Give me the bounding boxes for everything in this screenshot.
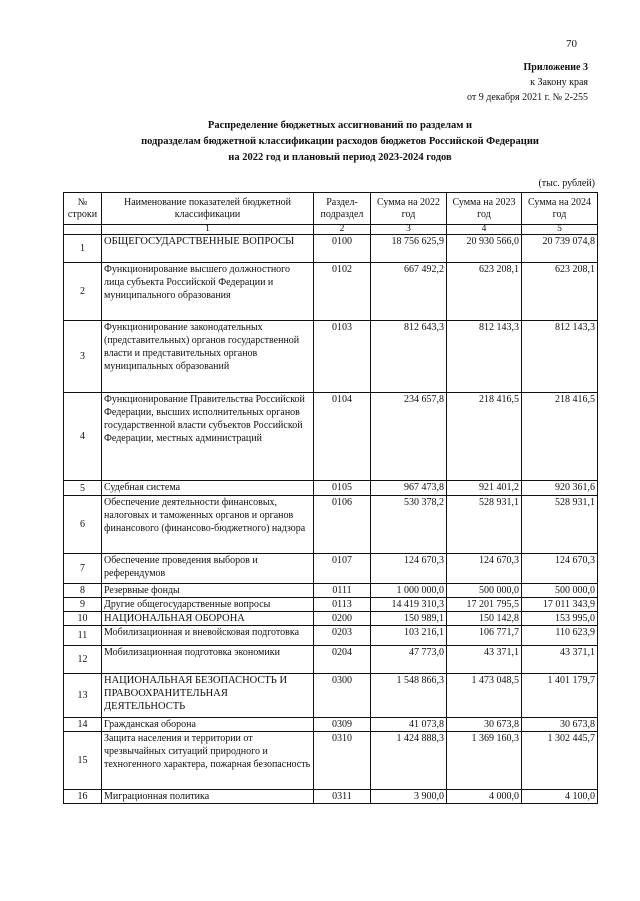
row-name: НАЦИОНАЛЬНАЯ ОБОРОНА (102, 612, 314, 626)
table-row (64, 598, 598, 612)
row-section-code: 0105 (314, 481, 371, 496)
header-2024: Сумма на 2024 год (522, 193, 598, 225)
row-section-code: 0200 (314, 612, 371, 626)
row-section-code: 0113 (314, 598, 371, 612)
table-row (64, 235, 598, 263)
row-amount-2022: 18 756 625,9 (371, 235, 447, 263)
row-name: Обеспечение деятельности финансовых, налоговых и таможенных органов и органов финансового (финансово-бюджетного) надзора (102, 496, 314, 554)
row-section-code: 0106 (314, 496, 371, 554)
row-name: Обеспечение проведения выборов и референдумов (102, 554, 314, 584)
column-number: 1 (102, 225, 314, 235)
table-row (64, 674, 598, 718)
row-name: Мобилизационная подготовка экономики (102, 646, 314, 674)
row-amount-2023: 150 142,8 (447, 612, 522, 626)
row-amount-2023: 20 930 566,0 (447, 235, 522, 263)
row-section-code: 0309 (314, 718, 371, 732)
row-number: 6 (64, 496, 102, 554)
table-row (64, 646, 598, 674)
header-2022: Сумма на 2022 год (371, 193, 447, 225)
row-amount-2022: 234 657,8 (371, 393, 447, 481)
row-amount-2022: 1 424 888,3 (371, 732, 447, 790)
row-amount-2023: 1 369 160,3 (447, 732, 522, 790)
row-number: 15 (64, 732, 102, 790)
row-number: 16 (64, 790, 102, 804)
row-amount-2024: 528 931,1 (522, 496, 598, 554)
row-section-code: 0203 (314, 626, 371, 646)
row-amount-2023: 124 670,3 (447, 554, 522, 584)
table-row (64, 321, 598, 393)
row-amount-2024: 153 995,0 (522, 612, 598, 626)
row-amount-2022: 967 473,8 (371, 481, 447, 496)
row-amount-2024: 124 670,3 (522, 554, 598, 584)
row-amount-2024: 43 371,1 (522, 646, 598, 674)
title-line: Распределение бюджетных ассигнований по разделам и (207, 120, 473, 131)
table-row (64, 732, 598, 790)
row-amount-2023: 4 000,0 (447, 790, 522, 804)
row-number: 8 (64, 584, 102, 598)
row-amount-2024: 110 623,9 (522, 626, 598, 646)
row-amount-2024: 1 302 445,7 (522, 732, 598, 790)
row-number: 9 (64, 598, 102, 612)
row-amount-2022: 124 670,3 (371, 554, 447, 584)
column-number: 3 (371, 225, 447, 235)
table-row (64, 584, 598, 598)
row-amount-2023: 500 000,0 (447, 584, 522, 598)
table-body (64, 235, 598, 804)
row-name: Функционирование высшего должностного лица субъекта Российской Федерации и муниципального образования (102, 263, 314, 321)
column-number: 5 (522, 225, 598, 235)
row-section-code: 0103 (314, 321, 371, 393)
row-name: Судебная система (102, 481, 314, 496)
row-amount-2024: 4 100,0 (522, 790, 598, 804)
row-amount-2023: 30 673,8 (447, 718, 522, 732)
row-number: 3 (64, 321, 102, 393)
row-amount-2022: 3 900,0 (371, 790, 447, 804)
row-amount-2022: 47 773,0 (371, 646, 447, 674)
appendix-title: Приложение 3 (523, 62, 588, 73)
row-name: Защита населения и территории от чрезвычайных ситуаций природного и техногенного характера, пожарная безопасность (102, 732, 314, 790)
table-row (64, 393, 598, 481)
header-row-num: № строки (64, 193, 102, 225)
row-amount-2024: 17 011 343,9 (522, 598, 598, 612)
row-section-code: 0204 (314, 646, 371, 674)
appendix-law-ref: к Закону края (530, 77, 588, 88)
row-section-code: 0102 (314, 263, 371, 321)
row-section-code: 0300 (314, 674, 371, 718)
row-amount-2024: 218 416,5 (522, 393, 598, 481)
row-section-code: 0111 (314, 584, 371, 598)
table-row (64, 481, 598, 496)
table-row (64, 790, 598, 804)
row-number: 12 (64, 646, 102, 674)
row-number: 11 (64, 626, 102, 646)
row-amount-2024: 30 673,8 (522, 718, 598, 732)
row-name: Миграционная политика (102, 790, 314, 804)
header-name: Наименование показателей бюджетной классификации (102, 193, 314, 225)
appendix-block (467, 60, 588, 105)
row-name: Мобилизационная и вневойсковая подготовка (102, 626, 314, 646)
row-number: 7 (64, 554, 102, 584)
table-row (64, 263, 598, 321)
row-number: 1 (64, 235, 102, 263)
row-amount-2022: 103 216,1 (371, 626, 447, 646)
row-amount-2023: 623 208,1 (447, 263, 522, 321)
row-name: Резервные фонды (102, 584, 314, 598)
table-row (64, 718, 598, 732)
page-number: 70 (566, 38, 577, 50)
units-label: (тыс. рублей) (538, 178, 595, 189)
row-amount-2024: 20 739 074,8 (522, 235, 598, 263)
row-number: 4 (64, 393, 102, 481)
column-number (64, 225, 102, 235)
row-amount-2022: 150 989,1 (371, 612, 447, 626)
budget-table (63, 192, 598, 804)
row-amount-2022: 14 419 310,3 (371, 598, 447, 612)
row-amount-2023: 921 401,2 (447, 481, 522, 496)
row-name: ОБЩЕГОСУДАРСТВЕННЫЕ ВОПРОСЫ (102, 235, 314, 263)
table-row (64, 496, 598, 554)
row-name: Функционирование Правительства Российской Федерации, высших исполнительных органов государственной власти субъектов Российской Федерации, местных администраций (102, 393, 314, 481)
row-name: Другие общегосударственные вопросы (102, 598, 314, 612)
row-amount-2023: 528 931,1 (447, 496, 522, 554)
row-amount-2024: 920 361,6 (522, 481, 598, 496)
row-amount-2023: 106 771,7 (447, 626, 522, 646)
row-section-code: 0100 (314, 235, 371, 263)
row-amount-2023: 17 201 795,5 (447, 598, 522, 612)
row-section-code: 0107 (314, 554, 371, 584)
row-name: НАЦИОНАЛЬНАЯ БЕЗОПАСНОСТЬ И ПРАВООХРАНИТЕЛЬНАЯ ДЕЯТЕЛЬНОСТЬ (102, 674, 314, 718)
row-amount-2023: 812 143,3 (447, 321, 522, 393)
table-row (64, 626, 598, 646)
row-section-code: 0311 (314, 790, 371, 804)
row-amount-2024: 500 000,0 (522, 584, 598, 598)
table-row (64, 612, 598, 626)
row-name: Функционирование законодательных (представительных) органов государственной власти и представительных органов муниципальных образований (102, 321, 314, 393)
title-line: подразделам бюджетной классификации расходов бюджетов Российской Федерации (141, 136, 539, 147)
header-2023: Сумма на 2023 год (447, 193, 522, 225)
appendix-law-date: от 9 декабря 2021 г. № 2-255 (467, 92, 588, 103)
row-amount-2024: 1 401 179,7 (522, 674, 598, 718)
row-amount-2022: 530 378,2 (371, 496, 447, 554)
row-amount-2023: 218 416,5 (447, 393, 522, 481)
header-section: Раздел-подраздел (314, 193, 371, 225)
row-section-code: 0104 (314, 393, 371, 481)
row-amount-2022: 812 643,3 (371, 321, 447, 393)
title-line: на 2022 год и плановый период 2023-2024 годов (228, 152, 452, 163)
column-number: 2 (314, 225, 371, 235)
row-section-code: 0310 (314, 732, 371, 790)
row-amount-2024: 623 208,1 (522, 263, 598, 321)
table-row (64, 554, 598, 584)
row-number: 10 (64, 612, 102, 626)
row-amount-2022: 667 492,2 (371, 263, 447, 321)
row-amount-2023: 1 473 048,5 (447, 674, 522, 718)
column-number: 4 (447, 225, 522, 235)
row-amount-2023: 43 371,1 (447, 646, 522, 674)
row-amount-2022: 1 000 000,0 (371, 584, 447, 598)
row-name: Гражданская оборона (102, 718, 314, 732)
row-amount-2022: 41 073,8 (371, 718, 447, 732)
document-title (80, 118, 600, 166)
row-number: 5 (64, 481, 102, 496)
row-amount-2024: 812 143,3 (522, 321, 598, 393)
row-number: 13 (64, 674, 102, 718)
row-number: 2 (64, 263, 102, 321)
row-amount-2022: 1 548 866,3 (371, 674, 447, 718)
row-number: 14 (64, 718, 102, 732)
